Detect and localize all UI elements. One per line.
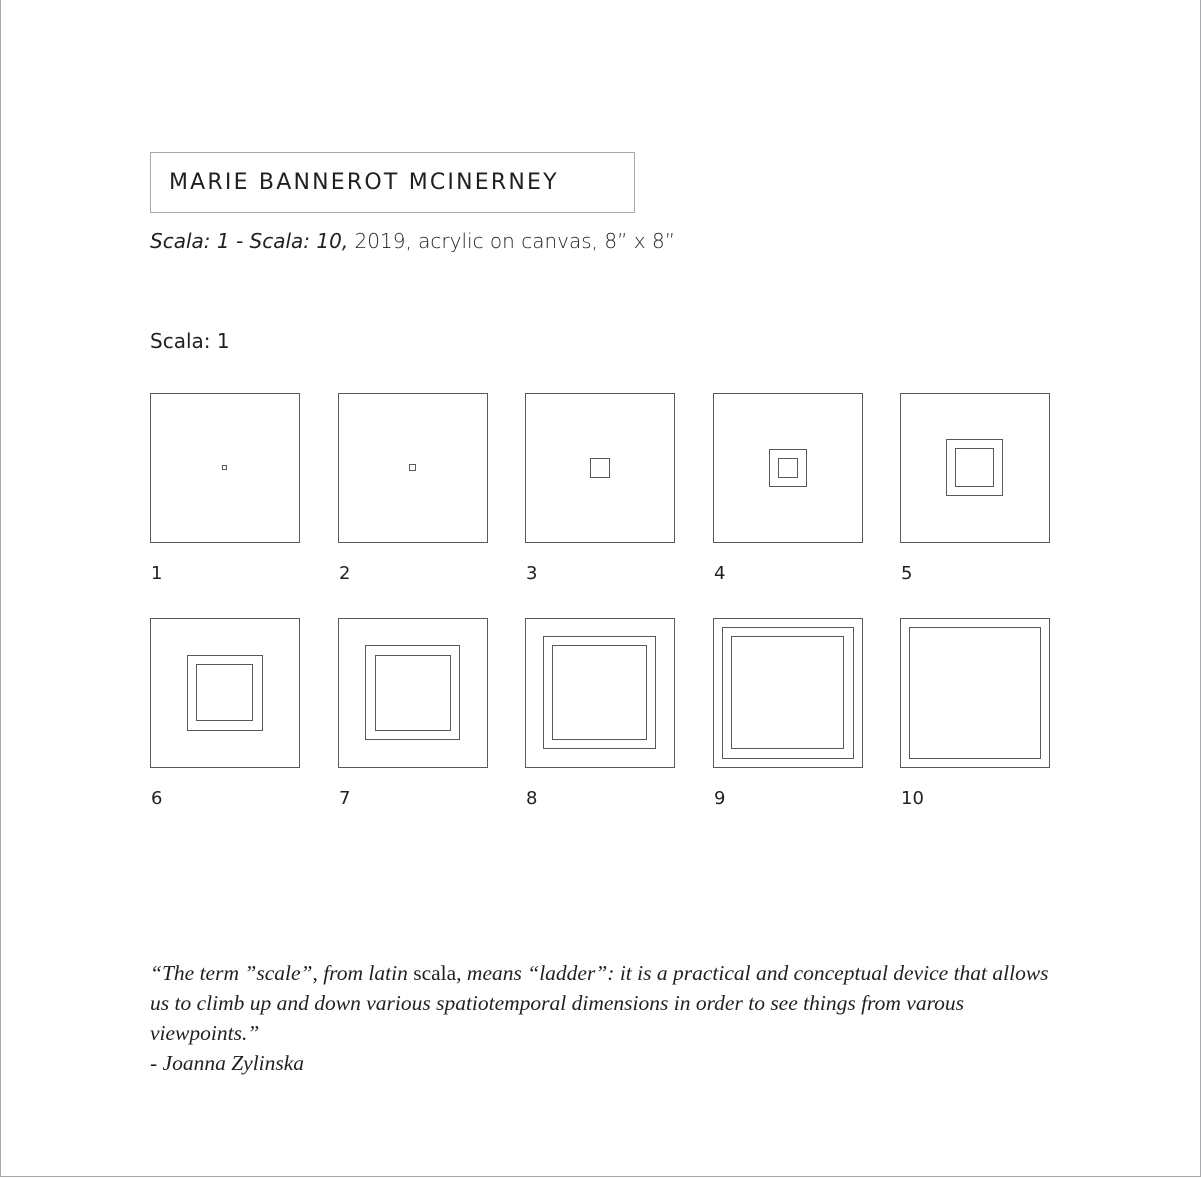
artwork-caption (150, 229, 675, 253)
panel-number-3: 3 (526, 563, 538, 584)
panel-number-2: 2 (339, 563, 351, 584)
panel-number-6: 6 (151, 788, 163, 809)
inner-square (552, 645, 647, 740)
painting-panel-8 (525, 618, 675, 768)
painting-panel-6 (150, 618, 300, 768)
panel-number-7: 7 (339, 788, 351, 809)
inner-square (375, 655, 451, 731)
inner-square (731, 636, 844, 749)
outer-square (590, 458, 610, 478)
panel-number-1: 1 (151, 563, 163, 584)
painting-panel-3 (525, 393, 675, 543)
painting-panel-2 (338, 393, 488, 543)
panel-number-5: 5 (901, 563, 913, 584)
artwork-title: Scala: 1 - Scala: 10, (150, 229, 349, 253)
painting-panel-9 (713, 618, 863, 768)
panel-number-9: 9 (714, 788, 726, 809)
panel-number-4: 4 (714, 563, 726, 584)
painting-panel-1 (150, 393, 300, 543)
artist-name: MARIE BANNEROT MCINERNEY (169, 170, 559, 195)
panel-number-10: 10 (901, 788, 924, 809)
quote-text-part1: “The term ”scale”, from latin (150, 961, 408, 985)
artwork-details: 2019, acrylic on canvas, 8” x 8” (348, 229, 676, 253)
outer-square (222, 465, 227, 470)
panel-number-8: 8 (526, 788, 538, 809)
quote (150, 958, 1060, 1078)
series-label: Scala: 1 (150, 329, 230, 353)
quote-latin-word: scala (407, 961, 457, 985)
outer-square (909, 627, 1041, 759)
inner-square (955, 448, 994, 487)
quote-text-part2: , means “ladder”: it is a practical and conceptual device that allows us to climb up and down various spatiotemporal dimensions in order to see things from varous viewpoints.” (150, 961, 1049, 1045)
inner-square (778, 458, 798, 478)
outer-square (409, 464, 416, 471)
painting-panel-7 (338, 618, 488, 768)
inner-square (196, 664, 253, 721)
painting-panel-4 (713, 393, 863, 543)
artist-name-box (150, 152, 635, 213)
painting-panel-5 (900, 393, 1050, 543)
quote-attribution: - Joanna Zylinska (150, 1051, 305, 1075)
painting-panel-10 (900, 618, 1050, 768)
